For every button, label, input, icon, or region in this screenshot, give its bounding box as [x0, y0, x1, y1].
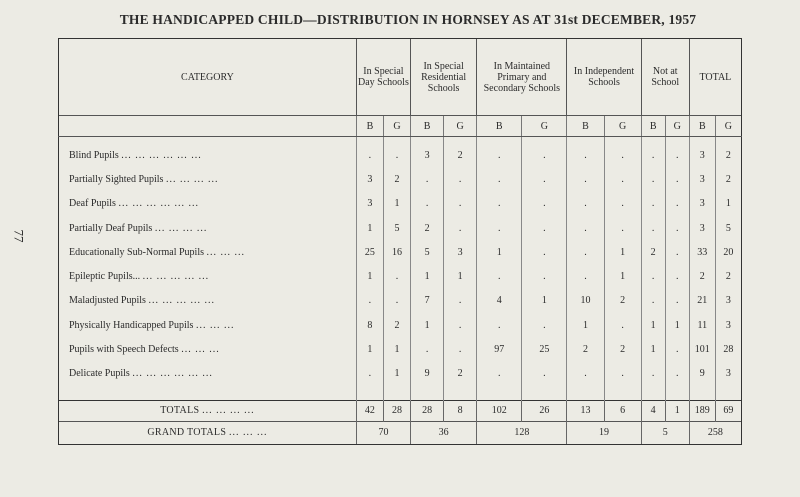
- girls-header: G: [522, 116, 567, 137]
- table-cell: .: [522, 240, 567, 264]
- table-row: [59, 137, 742, 168]
- table-cell: .: [522, 167, 567, 191]
- row-label: [59, 167, 357, 191]
- category-name: Physically Handicapped Pupils: [69, 319, 194, 331]
- totals-row: [59, 400, 742, 421]
- table-cell: 1: [604, 264, 641, 288]
- table-cell: .: [383, 264, 410, 288]
- category-name: Blind Pupils: [69, 149, 119, 161]
- spacer-cell: [356, 386, 383, 401]
- table-cell: 3: [689, 216, 715, 240]
- table-cell: 1: [411, 313, 444, 337]
- category-name: Deaf Pupils: [69, 198, 116, 210]
- table-cell: .: [604, 362, 641, 386]
- table-cell: 1: [356, 216, 383, 240]
- spacer-cell: [444, 386, 477, 401]
- table-cell: .: [665, 216, 689, 240]
- table-cell: .: [477, 264, 522, 288]
- table-cell: .: [665, 289, 689, 313]
- table-cell: .: [604, 216, 641, 240]
- table-cell: .: [383, 137, 410, 168]
- table-cell: .: [522, 137, 567, 168]
- leader-dots: ... ... ...: [206, 246, 245, 258]
- table-cell: 3: [689, 167, 715, 191]
- table-cell: 3: [715, 289, 741, 313]
- girls-header: G: [715, 116, 741, 137]
- totals-cell: 1: [665, 400, 689, 421]
- table-cell: .: [567, 167, 604, 191]
- header-independent: In Independent Schools: [567, 39, 641, 116]
- table-cell: 1: [604, 240, 641, 264]
- table-cell: 4: [477, 289, 522, 313]
- table-cell: 7: [411, 289, 444, 313]
- category-name: GRAND TOTALS: [147, 427, 227, 439]
- table-cell: 1: [356, 264, 383, 288]
- table-cell: 3: [689, 192, 715, 216]
- table-cell: .: [641, 289, 665, 313]
- category-name: Partially Deaf Pupils: [69, 222, 153, 234]
- table-cell: .: [641, 167, 665, 191]
- spacer-cell: [477, 386, 522, 401]
- totals-cell: 13: [567, 400, 604, 421]
- grand-total-cell: 258: [689, 421, 741, 444]
- table-cell: 1: [715, 192, 741, 216]
- boys-header: B: [689, 116, 715, 137]
- row-label: [59, 192, 357, 216]
- totals-cell: 6: [604, 400, 641, 421]
- spacer-cell: [604, 386, 641, 401]
- table-cell: .: [356, 362, 383, 386]
- category-name: TOTALS: [160, 405, 200, 417]
- table-cell: 2: [444, 362, 477, 386]
- totals-cell: 102: [477, 400, 522, 421]
- row-label: [59, 137, 357, 168]
- table-cell: .: [522, 216, 567, 240]
- row-label: [59, 289, 357, 313]
- spacer-cell: [59, 386, 357, 401]
- table-cell: 1: [444, 264, 477, 288]
- row-label: [59, 400, 357, 421]
- table-cell: .: [444, 216, 477, 240]
- table-row: [59, 216, 742, 240]
- table-cell: .: [665, 362, 689, 386]
- girls-header: G: [383, 116, 410, 137]
- table-cell: .: [356, 289, 383, 313]
- header-special-residential: In Special Residential Schools: [411, 39, 477, 116]
- totals-cell: 26: [522, 400, 567, 421]
- leader-dots: ... ... ... ...: [165, 173, 219, 185]
- table-cell: 1: [383, 192, 410, 216]
- spacer-cell: [567, 386, 604, 401]
- category-name: Pupils with Speech Defects: [69, 344, 179, 356]
- row-label: [59, 337, 357, 361]
- leader-dots: ... ... ... ...: [154, 222, 208, 234]
- grand-totals-row: [59, 421, 742, 444]
- table-cell: .: [477, 192, 522, 216]
- spacer-cell: [665, 386, 689, 401]
- grand-total-cell: 36: [411, 421, 477, 444]
- table-cell: 28: [715, 337, 741, 361]
- table-cell: 2: [444, 137, 477, 168]
- table-cell: .: [604, 192, 641, 216]
- table-cell: .: [411, 337, 444, 361]
- table-cell: .: [567, 137, 604, 168]
- table-cell: 9: [689, 362, 715, 386]
- table-cell: 2: [715, 167, 741, 191]
- table-cell: .: [444, 337, 477, 361]
- grand-total-cell: 128: [477, 421, 567, 444]
- table-cell: 2: [641, 240, 665, 264]
- table-cell: .: [477, 362, 522, 386]
- table-cell: .: [477, 313, 522, 337]
- table-cell: 2: [689, 264, 715, 288]
- header-special-day: In Special Day Schools: [356, 39, 410, 116]
- girls-header: G: [665, 116, 689, 137]
- table-row: [59, 192, 742, 216]
- totals-cell: 189: [689, 400, 715, 421]
- table-cell: 2: [604, 337, 641, 361]
- table-cell: 1: [522, 289, 567, 313]
- row-label: [59, 264, 357, 288]
- table-cell: .: [567, 362, 604, 386]
- spacer-cell: [689, 386, 715, 401]
- table-cell: 1: [356, 337, 383, 361]
- table-cell: 3: [715, 313, 741, 337]
- table-row: [59, 337, 742, 361]
- table-cell: .: [665, 137, 689, 168]
- page-number: 77: [11, 229, 27, 243]
- table-cell: 16: [383, 240, 410, 264]
- table-cell: 21: [689, 289, 715, 313]
- bg-spacer: [59, 116, 357, 137]
- table-cell: 3: [356, 192, 383, 216]
- totals-cell: 28: [411, 400, 444, 421]
- table-cell: 2: [383, 167, 410, 191]
- grand-total-cell: 19: [567, 421, 641, 444]
- leader-dots: ... ... ... ... ...: [148, 295, 215, 307]
- table-row: [59, 264, 742, 288]
- totals-cell: 28: [383, 400, 410, 421]
- category-name: Partially Sighted Pupils: [69, 173, 164, 185]
- table-cell: 1: [567, 313, 604, 337]
- boys-header: B: [567, 116, 604, 137]
- table-cell: .: [411, 192, 444, 216]
- category-name: Maladjusted Pupils: [69, 295, 146, 307]
- totals-cell: 4: [641, 400, 665, 421]
- table-cell: .: [604, 313, 641, 337]
- table-cell: 25: [522, 337, 567, 361]
- table-cell: .: [665, 264, 689, 288]
- boys-header: B: [356, 116, 383, 137]
- table-cell: .: [444, 192, 477, 216]
- boys-header: B: [477, 116, 522, 137]
- table-cell: 5: [383, 216, 410, 240]
- spacer-cell: [411, 386, 444, 401]
- table-row: [59, 289, 742, 313]
- leader-dots: ... ... ...: [229, 427, 268, 439]
- leader-dots: ... ... ... ... ... ...: [132, 368, 213, 380]
- page-title: THE HANDICAPPED CHILD—DISTRIBUTION IN HORNSEY AS AT 31st DECEMBER, 1957: [119, 12, 697, 27]
- table-row: [59, 313, 742, 337]
- table-cell: 101: [689, 337, 715, 361]
- table-cell: .: [444, 167, 477, 191]
- table-cell: .: [641, 264, 665, 288]
- row-label: [59, 313, 357, 337]
- spacer-cell: [715, 386, 741, 401]
- boys-header: B: [411, 116, 444, 137]
- table-cell: .: [641, 192, 665, 216]
- table-cell: 9: [411, 362, 444, 386]
- table-cell: .: [665, 167, 689, 191]
- table-cell: .: [522, 313, 567, 337]
- table-cell: .: [567, 264, 604, 288]
- table-cell: 3: [411, 137, 444, 168]
- totals-cell: 69: [715, 400, 741, 421]
- leader-dots: ... ... ... ... ...: [142, 271, 210, 283]
- table-cell: .: [383, 289, 410, 313]
- table-cell: .: [604, 167, 641, 191]
- table-cell: .: [522, 362, 567, 386]
- table-cell: 2: [715, 137, 741, 168]
- header-not-at-school: Not at School: [641, 39, 689, 116]
- table-cell: .: [604, 137, 641, 168]
- table-cell: 25: [356, 240, 383, 264]
- row-label: [59, 240, 357, 264]
- table-cell: 5: [715, 216, 741, 240]
- leader-dots: ... ... ... ...: [202, 405, 255, 417]
- table-cell: 2: [411, 216, 444, 240]
- girls-header: G: [604, 116, 641, 137]
- table-cell: 3: [356, 167, 383, 191]
- table-cell: 1: [641, 313, 665, 337]
- boys-header: B: [641, 116, 665, 137]
- table-cell: 33: [689, 240, 715, 264]
- table-row: [59, 167, 742, 191]
- category-header: CATEGORY: [59, 39, 357, 116]
- grand-total-cell: 70: [356, 421, 410, 444]
- table-cell: .: [641, 137, 665, 168]
- spacer-cell: [383, 386, 410, 401]
- table-cell: 8: [356, 313, 383, 337]
- category-name: Educationally Sub-Normal Pupils: [69, 246, 204, 258]
- leader-dots: ... ... ... ... ... ...: [121, 149, 202, 161]
- table-cell: .: [356, 137, 383, 168]
- table-cell: .: [477, 216, 522, 240]
- table-cell: .: [567, 192, 604, 216]
- table-cell: 11: [689, 313, 715, 337]
- table-cell: 20: [715, 240, 741, 264]
- row-label: [59, 362, 357, 386]
- table-cell: 3: [444, 240, 477, 264]
- leader-dots: ... ... ...: [181, 344, 220, 356]
- table-cell: .: [641, 362, 665, 386]
- totals-cell: 8: [444, 400, 477, 421]
- category-name: Epileptic Pupils...: [69, 271, 141, 283]
- table-cell: .: [522, 264, 567, 288]
- table-cell: 1: [641, 337, 665, 361]
- table-cell: .: [665, 240, 689, 264]
- grand-total-cell: 5: [641, 421, 689, 444]
- table-row: [59, 362, 742, 386]
- category-name: Delicate Pupils: [69, 368, 130, 380]
- table-cell: .: [641, 216, 665, 240]
- table-cell: 97: [477, 337, 522, 361]
- table-cell: 1: [383, 337, 410, 361]
- table-cell: 2: [567, 337, 604, 361]
- table-cell: 1: [477, 240, 522, 264]
- distribution-table: [58, 38, 742, 445]
- table-cell: 2: [383, 313, 410, 337]
- row-label: [59, 421, 357, 444]
- header-maintained: In Maintained Primary and Secondary Schools: [477, 39, 567, 116]
- table-cell: 1: [665, 313, 689, 337]
- table-row: [59, 240, 742, 264]
- table-cell: .: [665, 192, 689, 216]
- totals-cell: 42: [356, 400, 383, 421]
- leader-dots: ... ... ... ... ... ...: [118, 198, 199, 210]
- table-cell: .: [522, 192, 567, 216]
- table-cell: 1: [411, 264, 444, 288]
- table-cell: .: [567, 240, 604, 264]
- table-cell: 3: [715, 362, 741, 386]
- table-cell: 2: [604, 289, 641, 313]
- table-cell: .: [444, 289, 477, 313]
- table-cell: .: [477, 167, 522, 191]
- table-cell: .: [567, 216, 604, 240]
- table-cell: .: [477, 137, 522, 168]
- leader-dots: ... ... ...: [195, 319, 235, 331]
- table-cell: .: [665, 337, 689, 361]
- row-label: [59, 216, 357, 240]
- table-cell: 1: [383, 362, 410, 386]
- table-cell: 3: [689, 137, 715, 168]
- spacer-cell: [522, 386, 567, 401]
- table-cell: 10: [567, 289, 604, 313]
- table-cell: .: [411, 167, 444, 191]
- spacer-cell: [641, 386, 665, 401]
- girls-header: G: [444, 116, 477, 137]
- header-total: TOTAL: [689, 39, 741, 116]
- table-cell: 2: [715, 264, 741, 288]
- table-cell: 5: [411, 240, 444, 264]
- table-cell: .: [444, 313, 477, 337]
